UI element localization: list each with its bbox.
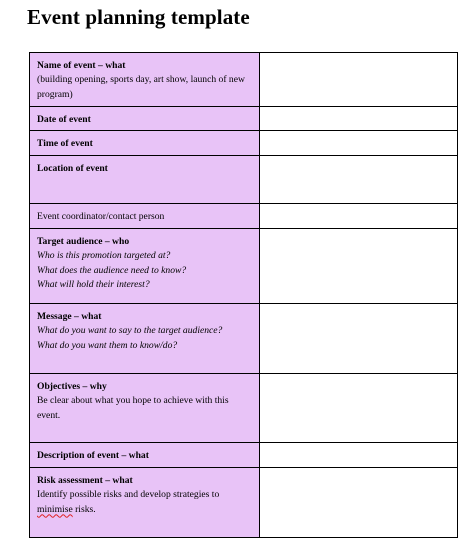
row-question: What do you want them to know/do?	[37, 339, 178, 351]
row-heading: Objectives – why	[37, 381, 107, 392]
row-heading: Event coordinator/contact person	[37, 211, 165, 222]
input-cell-objectives[interactable]	[260, 374, 458, 443]
row-label-objectives	[30, 374, 260, 443]
table-row-description-of-event	[30, 443, 458, 468]
input-cell-message[interactable]	[260, 304, 458, 374]
table-row-target-audience	[30, 229, 458, 304]
input-cell-name-of-event[interactable]	[260, 53, 458, 107]
table-row-date-of-event	[30, 107, 458, 131]
row-label-location-of-event	[30, 156, 260, 204]
row-label-event-coordinator	[30, 204, 260, 229]
row-heading: Location of event	[37, 163, 108, 174]
row-label-risk-assessment	[30, 468, 260, 538]
input-cell-event-coordinator[interactable]	[260, 204, 458, 229]
row-label-date-of-event	[30, 107, 260, 131]
row-label-message	[30, 304, 260, 374]
event-planning-table	[29, 52, 458, 538]
input-cell-risk-assessment[interactable]	[260, 468, 458, 538]
row-label-time-of-event	[30, 131, 260, 156]
row-question: What does the audience need to know?	[37, 264, 187, 276]
row-heading: Time of event	[37, 138, 93, 149]
row-description: Be clear about what you hope to achieve with this event.	[37, 395, 229, 421]
row-heading: Date of event	[37, 114, 91, 125]
row-label-description-of-event	[30, 443, 260, 468]
table-row-location-of-event	[30, 156, 458, 204]
input-cell-time-of-event[interactable]	[260, 131, 458, 156]
row-heading: Target audience – who	[37, 236, 130, 247]
document-title: Event planning template	[27, 5, 250, 29]
table-row-event-coordinator	[30, 204, 458, 229]
table-row-name-of-event	[30, 53, 458, 107]
row-question: What will hold their interest?	[37, 278, 150, 290]
row-question: Who is this promotion targeted at?	[37, 250, 171, 262]
spellcheck-flagged-word: minimise	[37, 503, 73, 515]
input-cell-target-audience[interactable]	[260, 229, 458, 304]
row-heading: Name of event – what	[37, 60, 126, 71]
row-heading: Risk assessment – what	[37, 475, 133, 486]
input-cell-date-of-event[interactable]	[260, 107, 458, 131]
row-label-target-audience	[30, 229, 260, 304]
row-question: What do you want to say to the target audience?	[37, 325, 223, 337]
input-cell-description-of-event[interactable]	[260, 443, 458, 468]
table-row-time-of-event	[30, 131, 458, 156]
table-row-message	[30, 304, 458, 374]
row-description: (building opening, sports day, art show, launch of new program)	[37, 74, 245, 100]
row-description: risks.	[72, 503, 96, 515]
table-row-risk-assessment	[30, 468, 458, 538]
row-label-name-of-event	[30, 53, 260, 107]
row-heading: Description of event – what	[37, 450, 149, 461]
table-row-objectives	[30, 374, 458, 443]
row-heading: Message – what	[37, 311, 102, 322]
row-description: Identify possible risks and develop strategies to	[37, 489, 220, 501]
input-cell-location-of-event[interactable]	[260, 156, 458, 204]
